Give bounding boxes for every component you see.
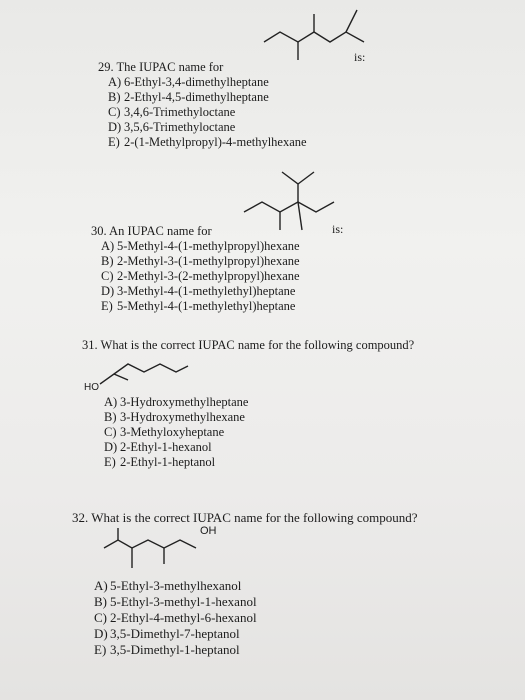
q31-option-d[interactable]: D) 2-Ethyl-1-hexanol — [104, 440, 212, 454]
question-30 — [91, 224, 300, 314]
q30-option-d[interactable]: D) 3-Methyl-4-(1-methylethyl)heptane — [101, 284, 296, 298]
q30-option-c[interactable]: C) 2-Methyl-3-(2-methylpropyl)hexane — [101, 269, 300, 283]
q29-option-c[interactable]: C) 3,4,6-Trimethyloctane — [108, 105, 236, 119]
q32-option-b[interactable]: B) 5-Ethyl-3-methyl-1-hexanol — [94, 594, 257, 609]
q30-is-label: is: — [332, 222, 344, 236]
q32-option-a[interactable]: A) 5-Ethyl-3-methylhexanol — [94, 578, 242, 593]
q29-option-a[interactable]: A) 6-Ethyl-3,4-dimethylheptane — [108, 75, 269, 89]
question-31 — [104, 395, 248, 470]
q31-option-b[interactable]: B) 3-Hydroxymethylhexane — [104, 410, 245, 424]
q32-option-e[interactable]: E) 3,5-Dimethyl-1-heptanol — [94, 642, 240, 657]
question-32-prompt-block — [72, 510, 418, 525]
q31-option-c[interactable]: C) 3-Methyloxyheptane — [104, 425, 225, 439]
q29-option-d[interactable]: D) 3,5,6-Trimethyloctane — [108, 120, 236, 134]
q30-prompt: 30. An IUPAC name for — [91, 224, 212, 238]
question-31-prompt-block — [82, 338, 414, 353]
q31-hydroxyl-label: HO — [84, 382, 99, 393]
q31-prompt: 31. What is the correct IUPAC name for the following compound? — [82, 338, 415, 352]
q30-option-a[interactable]: A) 5-Methyl-4-(1-methylpropyl)hexane — [101, 239, 300, 253]
q29-prompt: 29. The IUPAC name for — [98, 60, 224, 74]
q30-option-b[interactable]: B) 2-Methyl-3-(1-methylpropyl)hexane — [101, 254, 300, 268]
q32-skeletal-structure — [96, 524, 216, 572]
q30-option-e[interactable]: E) 5-Methyl-4-(1-methylethyl)heptane — [101, 299, 296, 313]
q31-option-a[interactable]: A) 3-Hydroxymethylheptane — [104, 395, 249, 409]
q29-option-e[interactable]: E) 2-(1-Methylpropyl)-4-methylhexane — [108, 135, 307, 149]
q32-option-c[interactable]: C) 2-Ethyl-4-methyl-6-hexanol — [94, 610, 257, 625]
q31-option-e[interactable]: E) 2-Ethyl-1-heptanol — [104, 455, 216, 469]
question-32 — [94, 578, 257, 658]
question-29 — [98, 60, 307, 150]
q29-option-b[interactable]: B) 2-Ethyl-4,5-dimethylheptane — [108, 90, 269, 104]
q32-option-d[interactable]: D) 3,5-Dimethyl-7-heptanol — [94, 626, 240, 641]
q32-hydroxyl-label: OH — [200, 525, 217, 537]
q32-prompt: 32. What is the correct IUPAC name for the following compound? — [72, 510, 418, 525]
q29-is-label: is: — [354, 50, 366, 64]
